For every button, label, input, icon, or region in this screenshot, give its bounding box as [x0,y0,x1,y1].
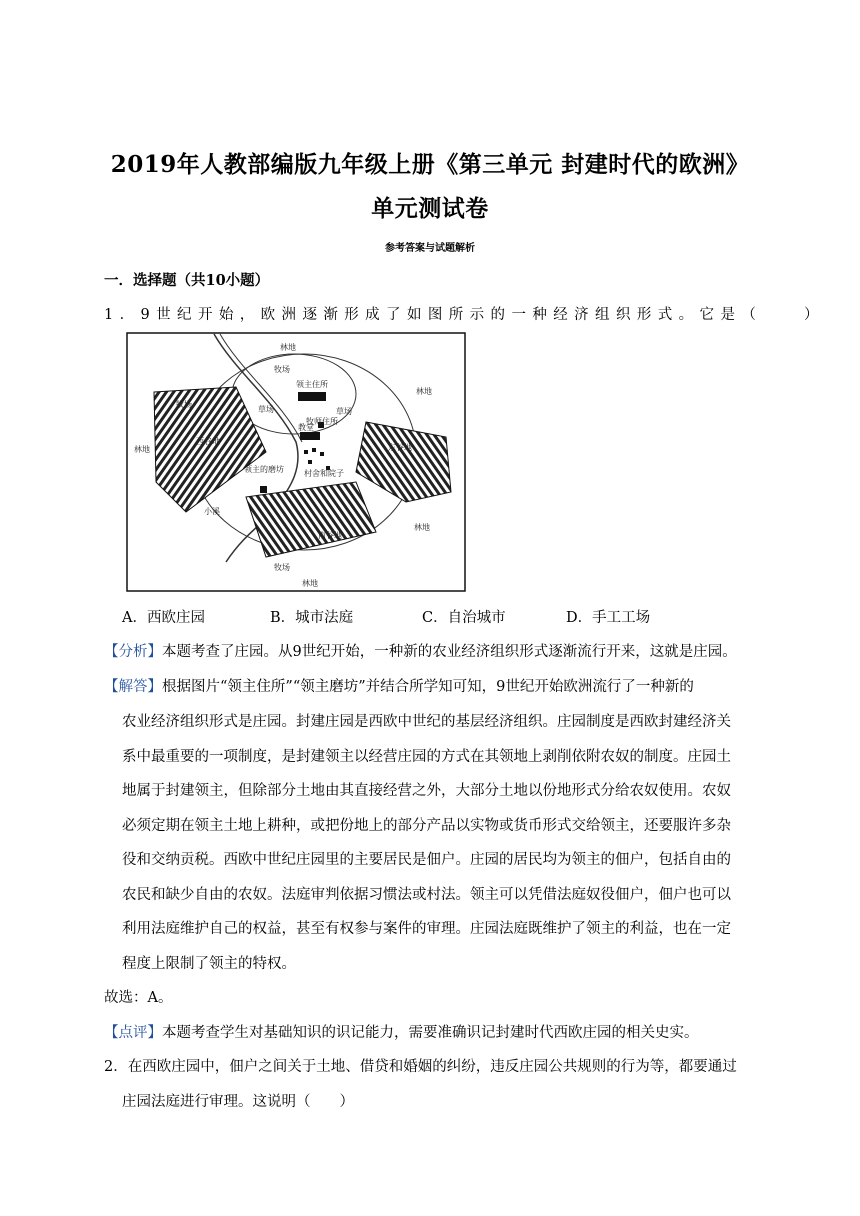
answer-line-8: 利用法庭维护自己的权益，甚至有权参与案件的审理。庄园法庭既维护了领主的利益，也在一定 [122,921,731,937]
answer-line-9: 程度上限制了领主的特权。 [122,956,296,972]
map-label-lord-residence: 领主住所 [296,380,328,389]
analysis-tag: 【分析】 [104,644,162,660]
question-2-line-1: 2．在西欧庄园中，佃户之间关于土地、借贷和婚姻的纠纷，违反庄园公共规则的行为等，都要通过 [104,1059,737,1075]
analysis-text: 本题考查了庄园。从9世纪开始，一种新的农业经济组织形式逐渐流行开来，这就是庄园。 [162,644,737,660]
map-label-forest-right: 林地 [416,387,432,396]
analysis-line [104,640,737,661]
map-label-priest-residence: 牧师住所 [306,417,338,426]
map-label-pasture-bottom: 牧场 [274,563,290,572]
map-label-south-field: 南谷地 [318,531,342,540]
option-a: A．西欧庄园 [122,610,205,626]
map-label-forest-bottom-right: 林地 [414,523,430,532]
section-heading: 一．选择题（共10小题） [104,272,270,289]
answer-line-7: 农民和缺少自由的农奴。法庭审判依据习惯法或村法。领主可以凭借法庭奴役佃户，佃户也可以 [122,887,731,903]
option-b: B．城市法庭 [270,610,354,626]
answer-line-3: 系中最重要的一项制度，是封建领主以经营庄园的方式在其领地上剥削依附农奴的制度。庄园土 [122,749,731,765]
map-label-pasture-left: 牧场 [176,400,192,409]
answer-line-2: 农业经济组织形式是庄园。封建庄园是西欧中世纪的基层经济组织。庄园制度是西欧封建经济关 [122,714,731,730]
map-label-east-field: 东谷地 [388,443,412,452]
answer-tag: 【解答】 [104,679,162,695]
map-label-west-field: 西谷地 [196,437,220,446]
answer-line-1 [104,675,694,696]
answer-line-4: 地属于封建领主，但除部分土地由其直接经营之外，大部分土地以份地形式分给农奴使用。农奴 [122,783,731,799]
question-1-stem: 1．9世纪开始，欧洲逐渐形成了如图所示的一种经济组织形式。它是（ ） [104,307,825,323]
map-label-lord-mill: 领主的磨坊 [244,465,284,474]
comment-tag: 【点评】 [104,1025,162,1041]
answer-text-1: 根据图片“领主住所”“领主磨坊”并结合所学知可知，9世纪开始欧洲流行了一种新的 [162,679,694,695]
map-label-grass-left: 草场 [258,405,274,414]
answer-line-5: 必须定期在领主土地上耕种，或把份地上的部分产品以实物或货币形式交给领主，还要服许多杂 [122,818,731,834]
comment-line [104,1021,699,1042]
document-title-line1: 2019年人教部编版九年级上册《第三单元 封建时代的欧洲》 [110,151,750,178]
document-title-line2: 单元测试卷 [371,195,489,222]
manor-map [126,332,466,592]
map-label-forest-left: 林地 [134,445,150,454]
map-label-pasture-top: 牧场 [274,365,290,374]
option-c: C．自治城市 [422,610,506,626]
document-subtitle: 参考答案与试题解析 [385,243,475,254]
map-label-village: 村舍和院子 [304,469,344,478]
map-label-grass-right: 草场 [336,407,352,416]
map-label-forest-top: 林地 [280,343,296,352]
map-label-forest-bottom: 林地 [302,579,318,588]
answer-line-6: 役和交纳贡税。西欧中世纪庄园里的主要居民是佃户。庄园的居民均为领主的佃户，包括自由的 [122,852,731,868]
question-2-line-2: 庄园法庭进行审理。这说明（ ） [122,1094,354,1110]
map-label-church-visible: 教堂 [298,423,314,432]
comment-text: 本题考查学生对基础知识的识记能力，需要准确识记封建时代西欧庄园的相关史实。 [162,1025,699,1041]
map-label-stream: 小溪 [204,507,220,516]
choice-line: 故选：A。 [104,990,173,1006]
option-d: D．手工工场 [566,610,651,626]
